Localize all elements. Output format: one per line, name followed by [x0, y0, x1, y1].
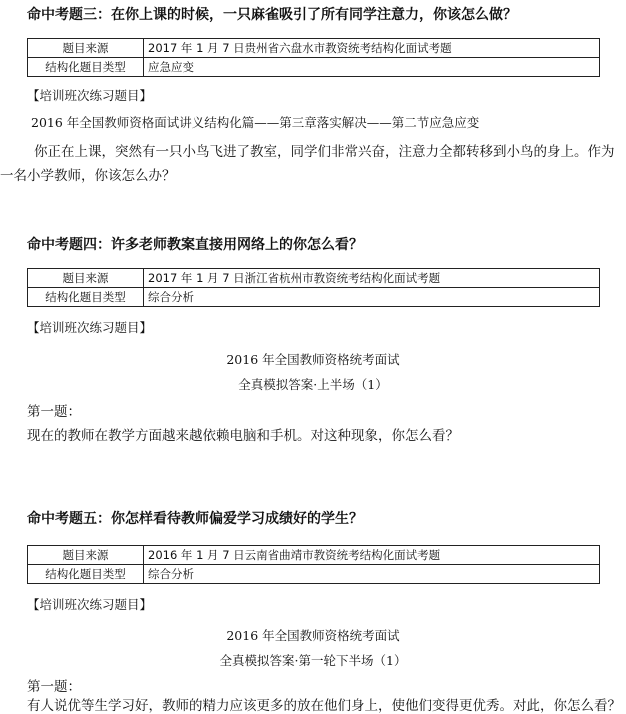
q5-practice-tag: 【培训班次练习题目】 [27, 597, 153, 612]
q3-source-row [28, 39, 600, 58]
q3-meta-table [27, 38, 600, 77]
q4-exam-subtitle: 全真模拟答案·上半场（1） [238, 377, 388, 392]
q5-type-row [28, 565, 600, 584]
q3-type-value: 应急应变 [144, 58, 600, 77]
q4-source-label: 题目来源 [28, 269, 144, 288]
q3-type-label: 结构化题目类型 [28, 58, 144, 77]
q3-practice-tag: 【培训班次练习题目】 [27, 88, 153, 103]
q5-meta-table [27, 545, 600, 584]
q4-exam-title: 2016 年全国教师资格统考面试 [226, 352, 400, 367]
q4-type-value: 综合分析 [144, 288, 600, 307]
q4-source-value: 2017 年 1 月 7 日浙江省杭州市教资统考结构化面试考题 [144, 269, 600, 288]
q5-source-label: 题目来源 [28, 546, 144, 565]
q4-source-row [28, 269, 600, 288]
q3-heading: 命中考题三：在你上课的时候，一只麻雀吸引了所有同学注意力，你该怎么做？ [27, 7, 517, 23]
q4-meta-table [27, 268, 600, 307]
q5-type-label: 结构化题目类型 [28, 565, 144, 584]
q3-body-line2: 一名小学教师，你该怎么办？ [0, 168, 176, 184]
q4-practice-tag: 【培训班次练习题目】 [27, 320, 153, 335]
q4-type-label: 结构化题目类型 [28, 288, 144, 307]
q5-exam-subtitle: 全真模拟答案·第一轮下半场（1） [219, 653, 407, 668]
q4-body-line1: 现在的教师在教学方面越来越依赖电脑和手机。对这种现象，你怎么看？ [27, 428, 459, 444]
q3-reference: 2016 年全国教师资格面试讲义结构化篇——第三章落实解决——第二节应急应变 [31, 115, 480, 130]
q3-source-label: 题目来源 [28, 39, 144, 58]
q5-source-value: 2016 年 1 月 7 日云南省曲靖市教资统考结构化面试考题 [144, 546, 600, 565]
q3-type-row [28, 58, 600, 77]
q5-heading: 命中考题五：你怎样看待教师偏爱学习成绩好的学生？ [27, 511, 363, 527]
q5-question-no: 第一题： [27, 679, 81, 695]
q3-body-line1: 你正在上课，突然有一只小鸟飞进了教室，同学们非常兴奋，注意力全都转移到小鸟的身上。作为 [34, 144, 615, 160]
q4-question-no: 第一题： [27, 404, 81, 420]
q5-body-line1: 有人说优等生学习好，教师的精力应该更多的放在他们身上，使他们变得更优秀。对此，你怎么看？ [27, 698, 621, 714]
q5-type-value: 综合分析 [144, 565, 600, 584]
q3-source-value: 2017 年 1 月 7 日贵州省六盘水市教资统考结构化面试考题 [144, 39, 600, 58]
q4-heading: 命中考题四：许多老师教案直接用网络上的你怎么看？ [27, 237, 363, 253]
q5-exam-title: 2016 年全国教师资格统考面试 [226, 628, 400, 643]
q5-source-row [28, 546, 600, 565]
q4-type-row [28, 288, 600, 307]
